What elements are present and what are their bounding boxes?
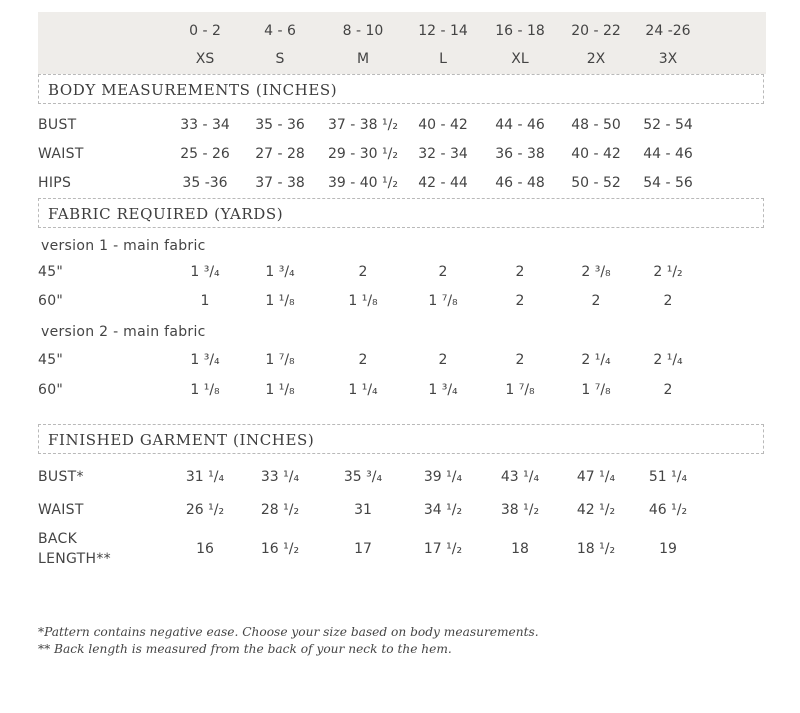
body-measurement-value-cell: 50 - 52 bbox=[571, 175, 621, 191]
finished-garment-value-cell: 18 bbox=[511, 541, 529, 557]
fabric-v1-row-label: 60" bbox=[38, 293, 64, 309]
finished-garment-value-cell: 31 ¹/₄ bbox=[185, 469, 225, 485]
body-measurement-value-cell: 48 - 50 bbox=[571, 117, 621, 133]
finished-garment-value-cell: 42 ¹/₂ bbox=[576, 502, 616, 518]
finished-garment-value-cell: 51 ¹/₄ bbox=[648, 469, 688, 485]
body-measurement-value-cell: 35 -36 bbox=[182, 175, 228, 191]
body-measurements-section-header bbox=[38, 74, 764, 104]
finished-garment-value-cell: 38 ¹/₂ bbox=[500, 502, 540, 518]
finished-garment-value-cell: 18 ¹/₂ bbox=[576, 541, 616, 557]
size-letter-cell: S bbox=[275, 51, 285, 67]
body-measurement-row-label: HIPS bbox=[38, 175, 72, 191]
fabric-v1-value-cell: 1 ³/₄ bbox=[265, 264, 295, 280]
fabric-v1-value-cell: 1 ¹/₈ bbox=[265, 293, 295, 309]
body-measurement-value-cell: 39 - 40 ¹/₂ bbox=[328, 175, 398, 191]
finished-garment-value-cell: 46 ¹/₂ bbox=[648, 502, 688, 518]
fabric-required-title: FABRIC REQUIRED (YARDS) bbox=[48, 205, 284, 223]
size-range-cell: 12 - 14 bbox=[418, 23, 468, 39]
footnotes bbox=[38, 624, 539, 658]
finished-garment-section-header bbox=[38, 424, 764, 454]
body-measurement-row-label: BUST bbox=[38, 117, 77, 133]
fabric-v1-value-cell: 2 bbox=[358, 264, 368, 280]
size-range-cell: 4 - 6 bbox=[264, 23, 296, 39]
finished-garment-value-cell: 17 ¹/₂ bbox=[423, 541, 463, 557]
fabric-v1-value-cell: 2 ³/₈ bbox=[581, 264, 611, 280]
body-measurement-value-cell: 25 - 26 bbox=[180, 146, 230, 162]
body-measurement-value-cell: 46 - 48 bbox=[495, 175, 545, 191]
fabric-v1-value-cell: 2 ¹/₂ bbox=[653, 264, 683, 280]
finished-garment-title: FINISHED GARMENT (INCHES) bbox=[48, 431, 315, 449]
body-measurement-value-cell: 37 - 38 bbox=[255, 175, 305, 191]
finished-garment-value-cell: 43 ¹/₄ bbox=[500, 469, 540, 485]
size-letter-cell: M bbox=[356, 51, 370, 67]
body-measurement-value-cell: 32 - 34 bbox=[418, 146, 468, 162]
fabric-v2-row-label: 45" bbox=[38, 352, 64, 368]
size-range-cell: 24 -26 bbox=[645, 23, 691, 39]
body-measurement-value-cell: 33 - 34 bbox=[180, 117, 230, 133]
finished-garment-value-cell: 16 ¹/₂ bbox=[260, 541, 300, 557]
body-measurement-value-cell: 44 - 46 bbox=[643, 146, 693, 162]
fabric-v2-value-cell: 1 ³/₄ bbox=[190, 352, 220, 368]
fabric-v1-value-cell: 2 bbox=[515, 264, 525, 280]
size-letter-cell: 2X bbox=[586, 51, 606, 67]
size-range-cell: 20 - 22 bbox=[571, 23, 621, 39]
footnote-negative-ease: *Pattern contains negative ease. Choose your size based on body measurements. bbox=[38, 625, 539, 639]
body-measurement-value-cell: 27 - 28 bbox=[255, 146, 305, 162]
body-measurement-value-cell: 35 - 36 bbox=[255, 117, 305, 133]
fabric-required-section-header bbox=[38, 198, 764, 228]
fabric-v2-value-cell: 2 bbox=[663, 382, 673, 398]
finished-garment-value-cell: 39 ¹/₄ bbox=[423, 469, 463, 485]
finished-garment-value-cell: 34 ¹/₂ bbox=[423, 502, 463, 518]
version2-label: version 2 - main fabric bbox=[41, 324, 206, 340]
finished-garment-value-cell: 17 bbox=[354, 541, 372, 557]
finished-garment-value-cell: 19 bbox=[659, 541, 677, 557]
fabric-v1-value-cell: 1 bbox=[200, 293, 210, 309]
fabric-v2-value-cell: 2 ¹/₄ bbox=[581, 352, 611, 368]
version1-label: version 1 - main fabric bbox=[41, 238, 206, 254]
body-measurement-value-cell: 44 - 46 bbox=[495, 117, 545, 133]
body-measurement-value-cell: 37 - 38 ¹/₂ bbox=[328, 117, 398, 133]
fabric-v2-value-cell: 1 ³/₄ bbox=[428, 382, 458, 398]
fabric-v1-value-cell: 2 bbox=[663, 293, 673, 309]
footnote-back-length: ** Back length is measured from the back of your neck to the hem. bbox=[38, 642, 452, 656]
body-measurements-title: BODY MEASUREMENTS (INCHES) bbox=[48, 81, 338, 99]
size-range-cell: 0 - 2 bbox=[189, 23, 221, 39]
finished-garment-value-cell: 31 bbox=[354, 502, 372, 518]
fabric-v1-value-cell: 1 ³/₄ bbox=[190, 264, 220, 280]
size-range-cell: 8 - 10 bbox=[342, 23, 384, 39]
body-measurement-row-label: WAIST bbox=[38, 146, 84, 162]
finished-garment-value-cell: 35 ³/₄ bbox=[343, 469, 383, 485]
fabric-v2-value-cell: 2 ¹/₄ bbox=[653, 352, 683, 368]
fabric-v1-value-cell: 2 bbox=[591, 293, 601, 309]
fabric-v1-value-cell: 1 ⁷/₈ bbox=[428, 293, 458, 309]
size-header-background bbox=[38, 12, 766, 74]
fabric-v1-value-cell: 1 ¹/₈ bbox=[348, 293, 378, 309]
fabric-v2-value-cell: 2 bbox=[515, 352, 525, 368]
finished-garment-row-label: WAIST bbox=[38, 502, 84, 518]
fabric-v2-value-cell: 1 ⁷/₈ bbox=[265, 352, 295, 368]
finished-garment-value-cell: 28 ¹/₂ bbox=[260, 502, 300, 518]
body-measurement-value-cell: 36 - 38 bbox=[495, 146, 545, 162]
fabric-v2-value-cell: 2 bbox=[438, 352, 448, 368]
finished-garment-value-cell: 16 bbox=[196, 541, 214, 557]
fabric-v2-value-cell: 2 bbox=[358, 352, 368, 368]
size-letter-cell: XL bbox=[511, 51, 529, 67]
fabric-v1-value-cell: 2 bbox=[515, 293, 525, 309]
fabric-v2-value-cell: 1 ⁷/₈ bbox=[581, 382, 611, 398]
fabric-v1-row-label: 45" bbox=[38, 264, 64, 280]
finished-garment-value-cell: 26 ¹/₂ bbox=[185, 502, 225, 518]
size-letter-cell: XS bbox=[195, 51, 215, 67]
size-letter-cell: 3X bbox=[658, 51, 678, 67]
fabric-v2-value-cell: 1 ⁷/₈ bbox=[505, 382, 535, 398]
fabric-v1-value-cell: 2 bbox=[438, 264, 448, 280]
body-measurement-value-cell: 42 - 44 bbox=[418, 175, 468, 191]
back-length-label-line1: BACK bbox=[38, 531, 78, 547]
finished-garment-value-cell: 47 ¹/₄ bbox=[576, 469, 616, 485]
fabric-v2-value-cell: 1 ¹/₄ bbox=[348, 382, 378, 398]
size-range-cell: 16 - 18 bbox=[495, 23, 545, 39]
back-length-label-line2: LENGTH** bbox=[38, 551, 111, 567]
fabric-v2-row-label: 60" bbox=[38, 382, 64, 398]
size-letter-cell: L bbox=[439, 51, 447, 67]
body-measurement-value-cell: 52 - 54 bbox=[643, 117, 693, 133]
fabric-v2-value-cell: 1 ¹/₈ bbox=[190, 382, 220, 398]
body-measurement-value-cell: 40 - 42 bbox=[418, 117, 468, 133]
finished-garment-row-label: BUST* bbox=[38, 469, 84, 485]
body-measurement-value-cell: 54 - 56 bbox=[643, 175, 693, 191]
body-measurement-value-cell: 40 - 42 bbox=[571, 146, 621, 162]
finished-garment-value-cell: 33 ¹/₄ bbox=[260, 469, 300, 485]
fabric-v2-value-cell: 1 ¹/₈ bbox=[265, 382, 295, 398]
body-measurement-value-cell: 29 - 30 ¹/₂ bbox=[328, 146, 398, 162]
